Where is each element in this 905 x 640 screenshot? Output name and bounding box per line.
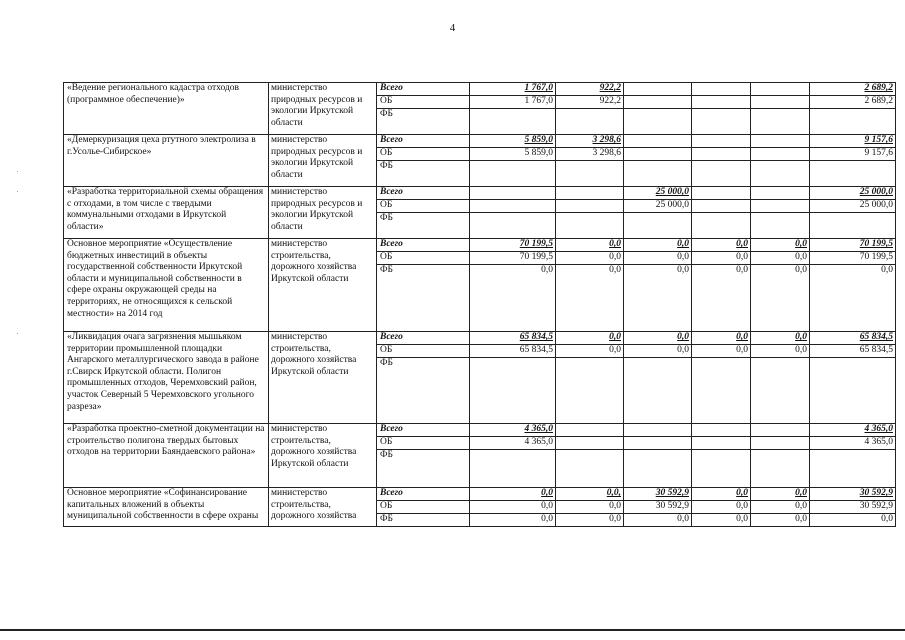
year-value-cell [470, 200, 556, 213]
budget-source-cell: Всего [377, 83, 470, 96]
year-value-cell [692, 200, 751, 213]
year-value-cell: 0,0 [556, 345, 624, 358]
year-value-cell: 70 199,5 [470, 239, 556, 252]
executor-cell: министерство строительства, дорожного хозяйства Иркутской области [269, 239, 377, 332]
year-value-cell [624, 148, 692, 161]
table-row [64, 83, 896, 96]
activity-name-cell: «Ликвидация очага загрязнения мышьяком территории промышленной площадки Ангарского металлургического завода в районе г.Свирск Иркутской области. Полигон промышленных отходов, Черемховский район, участок Северный 5 Черемховского угольного разреза» [64, 332, 269, 424]
year-value-cell [556, 450, 624, 488]
year-value-cell: 3 298,6 [556, 148, 624, 161]
year-value-cell: 0,0 [751, 332, 810, 345]
budget-source-cell: ФБ [377, 109, 470, 135]
year-value-cell [751, 161, 810, 187]
total-value-cell: 30 592,9 [810, 501, 896, 514]
year-value-cell [556, 424, 624, 437]
table-row [64, 239, 896, 252]
year-value-cell: 65 834,5 [470, 345, 556, 358]
year-value-cell [470, 450, 556, 488]
table-row [64, 187, 896, 200]
year-value-cell: 0,0 [692, 265, 751, 332]
year-value-cell [751, 200, 810, 213]
year-value-cell: 0,0 [556, 514, 624, 527]
executor-cell: министерство строительства, дорожного хозяйства Иркутской области [269, 424, 377, 488]
year-value-cell: 0,0 [556, 265, 624, 332]
page-bottom-border [0, 629, 905, 631]
year-value-cell: 0,0 [692, 514, 751, 527]
year-value-cell: 30 592,9 [624, 488, 692, 501]
year-value-cell [470, 161, 556, 187]
year-value-cell: 4 365,0 [470, 424, 556, 437]
year-value-cell: 0,0 [751, 239, 810, 252]
activity-name-cell: «Демеркуризация цеха ртутного электролиза в г.Усолье-Сибирское» [64, 135, 269, 187]
budget-source-cell: Всего [377, 239, 470, 252]
executor-cell: министерство природных ресурсов и экологии Иркутской области [269, 187, 377, 239]
year-value-cell: 0,0 [751, 345, 810, 358]
budget-source-cell: ФБ [377, 358, 470, 424]
year-value-cell: 0,0 [692, 252, 751, 265]
budget-source-cell: Всего [377, 332, 470, 345]
year-value-cell: 0,0 [624, 239, 692, 252]
year-value-cell: 0,0 [556, 252, 624, 265]
scan-speck [17, 191, 18, 192]
budget-source-cell: Всего [377, 187, 470, 200]
year-value-cell: 922,2 [556, 83, 624, 96]
budget-source-cell: ОБ [377, 96, 470, 109]
year-value-cell: 65 834,5 [470, 332, 556, 345]
total-value-cell [810, 161, 896, 187]
page-number: 4 [449, 22, 456, 34]
year-value-cell: 30 592,9 [624, 501, 692, 514]
year-value-cell [624, 424, 692, 437]
activity-name-cell: «Разработка территориальной схемы обращения с отходами, в том числе с твердыми коммунальными отходами в Иркутской области» [64, 187, 269, 239]
year-value-cell [470, 213, 556, 239]
year-value-cell [692, 437, 751, 450]
year-value-cell: 0,0 [470, 265, 556, 332]
year-value-cell [556, 187, 624, 200]
year-value-cell [624, 213, 692, 239]
year-value-cell [624, 437, 692, 450]
total-value-cell: 9 157,6 [810, 135, 896, 148]
year-value-cell [624, 161, 692, 187]
executor-cell: министерство строительства, дорожного хозяйства Иркутской области [269, 332, 377, 424]
total-value-cell: 4 365,0 [810, 437, 896, 450]
total-value-cell [810, 213, 896, 239]
year-value-cell: 0,0 [470, 501, 556, 514]
total-value-cell: 9 157,6 [810, 148, 896, 161]
total-value-cell: 4 365,0 [810, 424, 896, 437]
year-value-cell [624, 109, 692, 135]
year-value-cell [692, 135, 751, 148]
year-value-cell [556, 200, 624, 213]
table-row [64, 488, 896, 501]
year-value-cell [751, 148, 810, 161]
year-value-cell: 0,0 [470, 488, 556, 501]
activity-name-cell: «Ведение регионального кадастра отходов (программное обеспечение)» [64, 83, 269, 135]
budget-source-cell: Всего [377, 135, 470, 148]
year-value-cell: 5 859,0 [470, 135, 556, 148]
year-value-cell [556, 358, 624, 424]
total-value-cell [810, 109, 896, 135]
year-value-cell [624, 450, 692, 488]
year-value-cell: 0,0 [556, 501, 624, 514]
total-value-cell: 25 000,0 [810, 200, 896, 213]
executor-cell: министерство природных ресурсов и экологии Иркутской области [269, 83, 377, 135]
total-value-cell [810, 358, 896, 424]
budget-source-cell: ФБ [377, 450, 470, 488]
year-value-cell: 0,0 [624, 252, 692, 265]
year-value-cell: 25 000,0 [624, 200, 692, 213]
year-value-cell: 0,0 [692, 239, 751, 252]
year-value-cell: 1 767,0 [470, 83, 556, 96]
total-value-cell: 70 199,5 [810, 252, 896, 265]
year-value-cell [470, 109, 556, 135]
activity-name-cell: «Разработка проектно-сметной документации на строительство полигона твердых бытовых отходов на территории Баяндаевского района» [64, 424, 269, 488]
year-value-cell [556, 109, 624, 135]
year-value-cell [692, 187, 751, 200]
year-value-cell [751, 424, 810, 437]
table-row [64, 135, 896, 148]
year-value-cell [751, 213, 810, 239]
year-value-cell: 0,0 [624, 265, 692, 332]
year-value-cell: 922,2 [556, 96, 624, 109]
year-value-cell [751, 450, 810, 488]
executor-cell: министерство природных ресурсов и экологии Иркутской области [269, 135, 377, 187]
year-value-cell: 3 298,6 [556, 135, 624, 148]
year-value-cell: 25 000,0 [624, 187, 692, 200]
total-value-cell: 2 689,2 [810, 96, 896, 109]
year-value-cell: 0,0 [556, 239, 624, 252]
year-value-cell [624, 358, 692, 424]
year-value-cell: 0,0 [692, 345, 751, 358]
year-value-cell: 70 199,5 [470, 252, 556, 265]
year-value-cell [692, 358, 751, 424]
year-value-cell [751, 135, 810, 148]
year-value-cell [751, 358, 810, 424]
activity-name-cell: Основное мероприятие «Софинансирование капитальных вложений в объекты муниципальной собственности в сфере охраны [64, 488, 269, 527]
year-value-cell [692, 450, 751, 488]
total-value-cell: 70 199,5 [810, 239, 896, 252]
year-value-cell [692, 109, 751, 135]
year-value-cell: 0,0 [751, 501, 810, 514]
year-value-cell [470, 187, 556, 200]
year-value-cell [692, 83, 751, 96]
budget-source-cell: Всего [377, 424, 470, 437]
year-value-cell [692, 148, 751, 161]
year-value-cell: 0,0 [751, 514, 810, 527]
year-value-cell [624, 135, 692, 148]
total-value-cell: 25 000,0 [810, 187, 896, 200]
year-value-cell: 0,0 [751, 252, 810, 265]
budget-source-cell: ОБ [377, 501, 470, 514]
year-value-cell: 0,0 [470, 514, 556, 527]
budget-source-cell: ФБ [377, 514, 470, 527]
scan-speck [17, 171, 18, 172]
budget-source-cell: ОБ [377, 252, 470, 265]
year-value-cell: 0,0 [692, 488, 751, 501]
year-value-cell: 0,0 [692, 332, 751, 345]
year-value-cell: 0,0 [692, 501, 751, 514]
budget-source-cell: ФБ [377, 213, 470, 239]
total-value-cell: 0,0 [810, 265, 896, 332]
funding-table [63, 82, 896, 527]
year-value-cell: 1 767,0 [470, 96, 556, 109]
year-value-cell [751, 187, 810, 200]
total-value-cell: 30 592,9 [810, 488, 896, 501]
year-value-cell [624, 96, 692, 109]
year-value-cell [692, 213, 751, 239]
budget-source-cell: ОБ [377, 437, 470, 450]
year-value-cell: 0,0 [556, 332, 624, 345]
budget-source-cell: ОБ [377, 148, 470, 161]
budget-source-cell: ОБ [377, 345, 470, 358]
year-value-cell [692, 424, 751, 437]
total-value-cell: 2 689,2 [810, 83, 896, 96]
budget-source-cell: ОБ [377, 200, 470, 213]
year-value-cell [692, 161, 751, 187]
year-value-cell: 0,0 [751, 265, 810, 332]
year-value-cell: 5 859,0 [470, 148, 556, 161]
year-value-cell: 0,0 [624, 332, 692, 345]
year-value-cell [556, 213, 624, 239]
executor-cell: министерство строительства, дорожного хозяйства [269, 488, 377, 527]
budget-source-cell: ФБ [377, 265, 470, 332]
year-value-cell [751, 437, 810, 450]
scan-speck [17, 333, 18, 334]
year-value-cell: 0,0 [624, 514, 692, 527]
activity-name-cell: Основное мероприятие «Осуществление бюджетных инвестиций в объекты государственной собственности Иркутской области и муниципальной собственности в сфере охраны окружающей среды на территориях, не относящихся к сельской местности» на 2014 год [64, 239, 269, 332]
year-value-cell [751, 83, 810, 96]
table-row [64, 424, 896, 437]
total-value-cell: 0,0 [810, 514, 896, 527]
year-value-cell [470, 358, 556, 424]
year-value-cell: 0,0 [624, 345, 692, 358]
year-value-cell [556, 161, 624, 187]
total-value-cell: 65 834,5 [810, 332, 896, 345]
year-value-cell [751, 109, 810, 135]
year-value-cell: 4 365,0 [470, 437, 556, 450]
year-value-cell [556, 437, 624, 450]
year-value-cell [624, 83, 692, 96]
year-value-cell: 0,0, [556, 488, 624, 501]
total-value-cell [810, 450, 896, 488]
budget-source-cell: ФБ [377, 161, 470, 187]
total-value-cell: 65 834,5 [810, 345, 896, 358]
budget-source-cell: Всего [377, 488, 470, 501]
table-row [64, 332, 896, 345]
year-value-cell [751, 96, 810, 109]
year-value-cell [692, 96, 751, 109]
year-value-cell: 0,0 [751, 488, 810, 501]
